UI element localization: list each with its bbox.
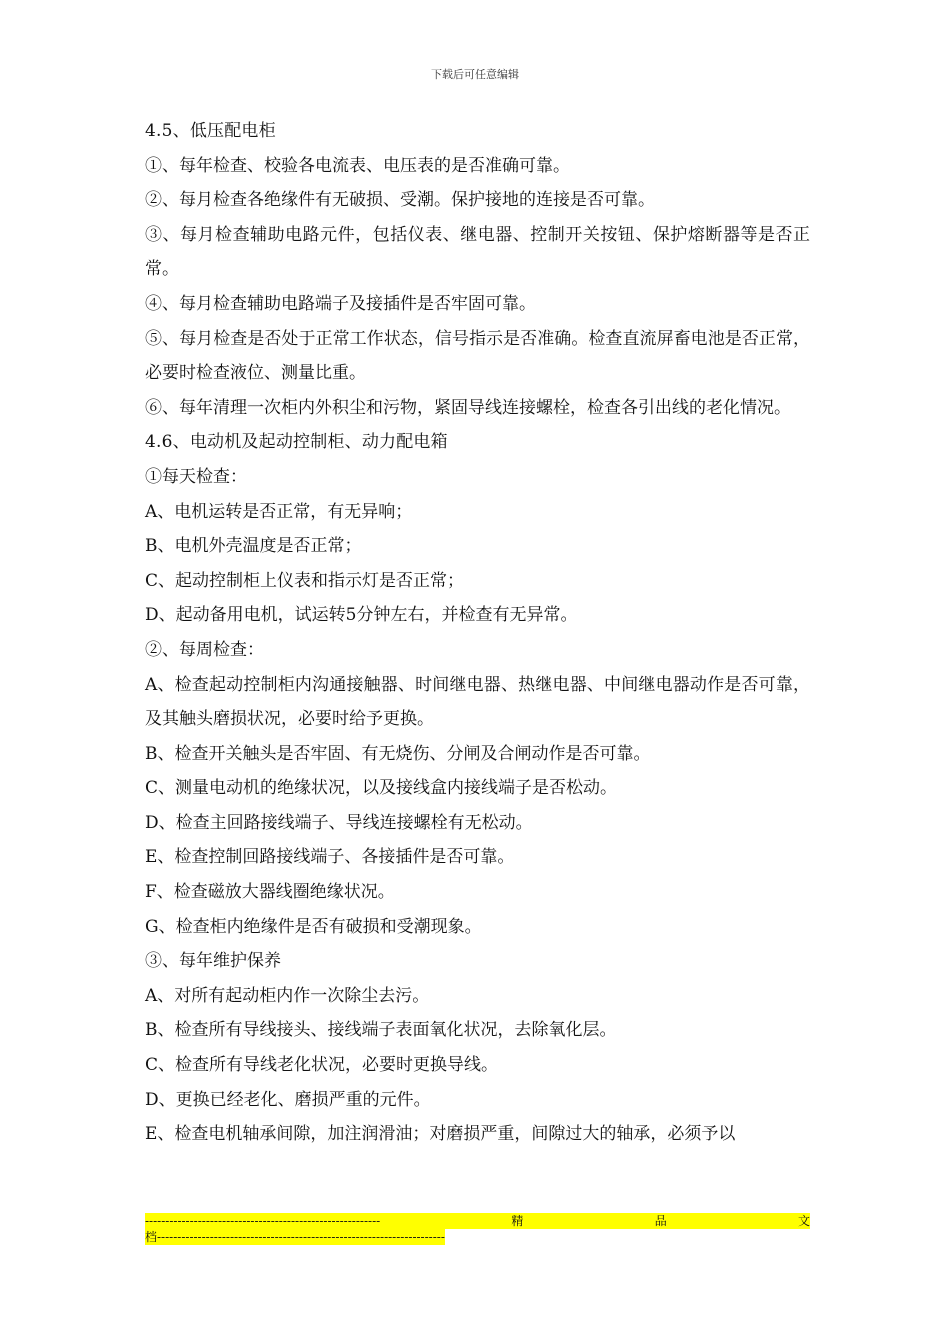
list-item: B、检查所有导线接头、接线端子表面氧化状况，去除氧化层。 — [145, 1020, 617, 1041]
paragraph: ②、每月检查各绝缘件有无破损、受潮。保护接地的连接是否可靠。 — [145, 190, 655, 211]
list-item: C、测量电动机的绝缘状况，以及接线盒内接线端子是否松动。 — [145, 778, 618, 799]
footer-banner — [145, 1213, 810, 1229]
paragraph: ④、每月检查辅助电路端子及接插件是否牢固可靠。 — [145, 293, 536, 314]
list-item: A、检查起动控制柜内沟通接触器、时间继电器、热继电器、中间继电器动作是否可靠，及其触头磨损状况，必要时给予更换。 — [145, 674, 810, 730]
subheading: ②、每周检查： — [145, 639, 264, 660]
list-item: B、检查开关触头是否牢固、有无烧伤、分闸及合闸动作是否可靠。 — [145, 743, 651, 764]
paragraph: ③、每月检查辅助电路元件，包括仪表、继电器、控制开关按钮、保护熔断器等是否正常。 — [145, 224, 810, 280]
footer-word: 文 — [797, 1214, 810, 1228]
footer-dashes: ---------------------------------------------------------- — [145, 1214, 381, 1228]
subheading: ③、每年维护保养 — [145, 951, 281, 972]
list-item: A、电机运转是否正常，有无异响； — [145, 501, 413, 522]
section-heading: 4.6、电动机及起动控制柜、动力配电箱 — [145, 432, 448, 453]
list-item: A、对所有起动柜内作一次除尘去污。 — [145, 985, 430, 1006]
section-heading: 4.5、低压配电柜 — [145, 121, 276, 141]
list-item: D、更换已经老化、磨损严重的元件。 — [145, 1089, 431, 1110]
list-item: G、检查柜内绝缘件是否有破损和受潮现象。 — [145, 916, 482, 937]
list-item: E、检查控制回路接线端子、各接插件是否可靠。 — [145, 847, 515, 868]
list-item: F、检查磁放大器线圈绝缘状况。 — [145, 882, 395, 903]
list-item: C、检查所有导线老化状况，必要时更换导线。 — [145, 1055, 499, 1076]
paragraph: ⑥、每年清理一次柜内外积尘和污物，紧固导线连接螺栓，检查各引出线的老化情况。 — [145, 397, 791, 418]
list-item: D、检查主回路接线端子、导线连接螺栓有无松动。 — [145, 812, 533, 833]
subheading: ①每天检查： — [145, 466, 247, 487]
paragraph: ①、每年检查、校验各电流表、电压表的是否准确可靠。 — [145, 155, 570, 176]
page-header: 下载后可任意编辑 — [431, 68, 519, 81]
paragraph: ⑤、每月检查是否处于正常工作状态，信号指示是否准确。检查直流屏畜电池是否正常，必要时检查液位、测量比重。 — [145, 328, 810, 384]
footer-word: 精 — [511, 1214, 524, 1228]
list-item: B、电机外壳温度是否正常； — [145, 536, 362, 557]
list-item: E、检查电机轴承间隙，加注润滑油；对磨损严重，间隙过大的轴承，必须予以 — [145, 1124, 736, 1145]
list-item: D、起动备用电机，试运转5分钟左右，并检查有无异常。 — [145, 605, 578, 626]
footer-word: 品 — [654, 1214, 667, 1228]
footer-continuation: 档----------------------------------------------------------------------- — [145, 1230, 445, 1244]
list-item: C、起动控制柜上仪表和指示灯是否正常； — [145, 570, 465, 591]
page-footer — [145, 1213, 810, 1245]
document-body — [145, 114, 810, 1152]
